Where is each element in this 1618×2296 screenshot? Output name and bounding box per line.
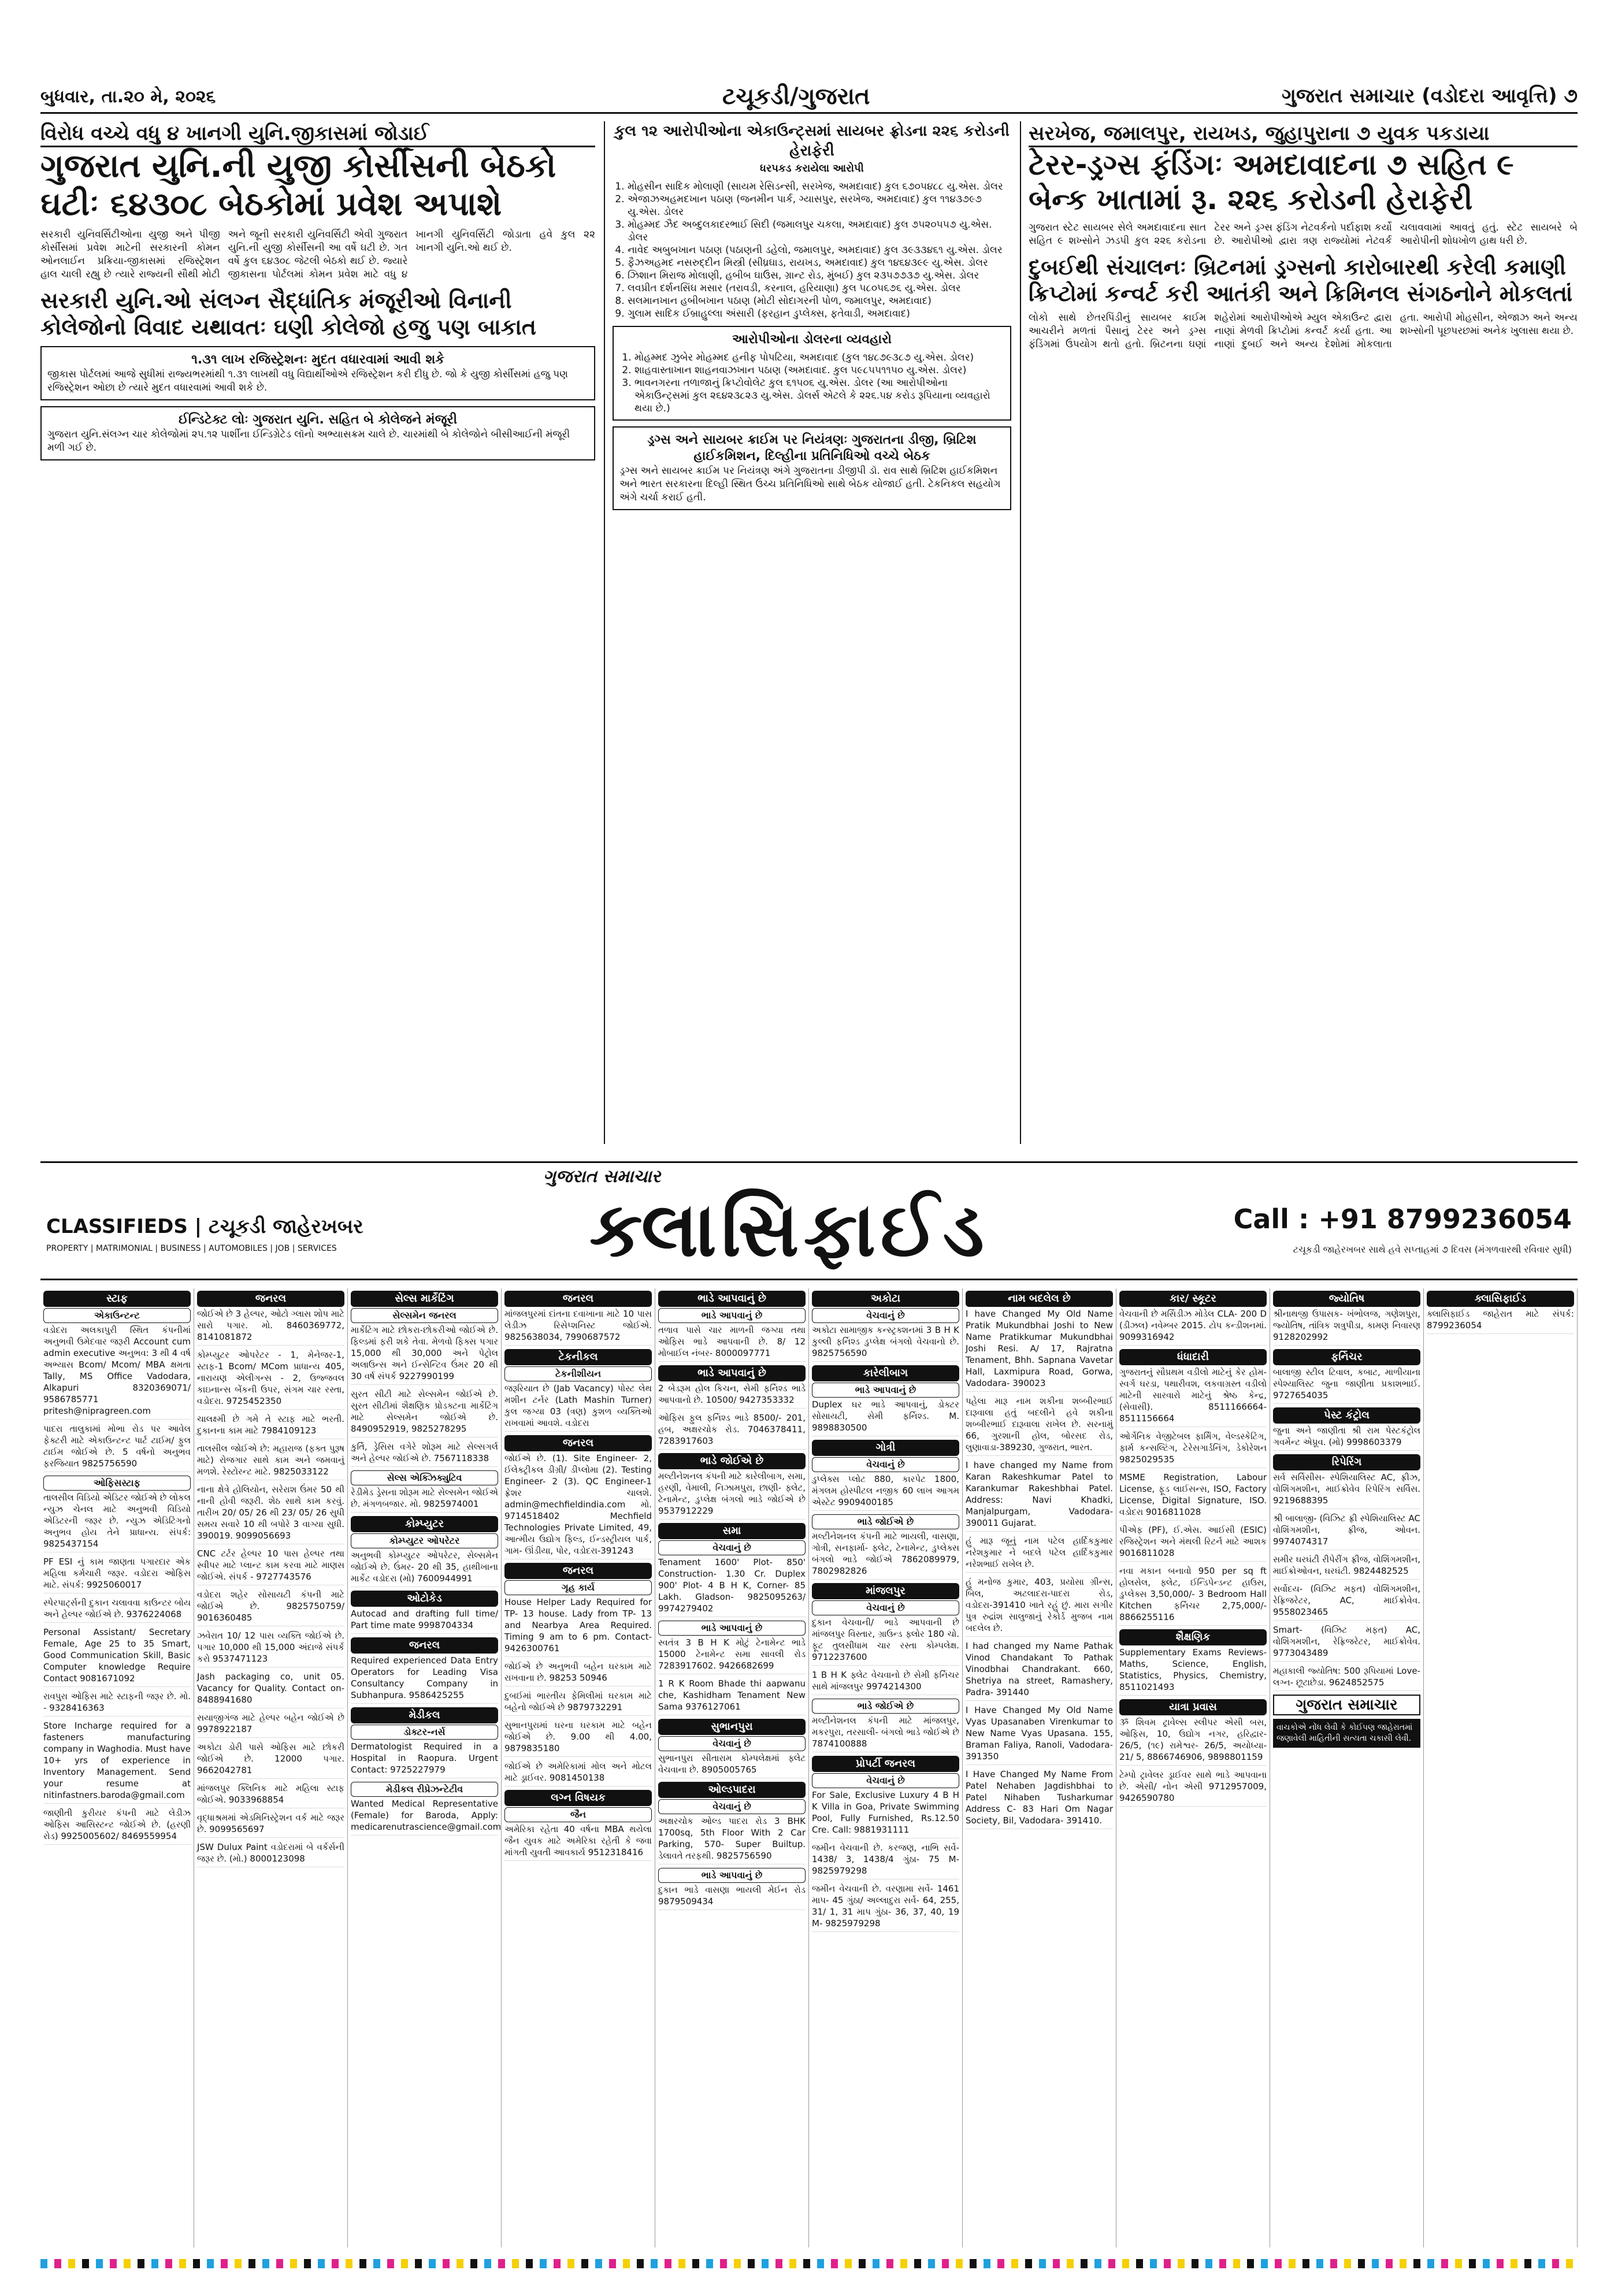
subcategory-header: વેચવાનું છે xyxy=(658,1540,806,1555)
category-header: ભાડે આપવાનું છે xyxy=(658,1291,806,1307)
category-header: રિપેરિંગ xyxy=(1273,1454,1420,1470)
classified-ad: સયાજીગંજ માટે હેલ્પર બહેન જોઈએ છે 9978922187 xyxy=(197,1712,344,1738)
page-number: ૭ xyxy=(1564,84,1578,107)
category-header: ફર્નિચર xyxy=(1273,1349,1420,1365)
meeting-box xyxy=(613,426,1011,510)
category-header: જ્યોતિષ xyxy=(1273,1291,1420,1307)
classified-ad: 2 બેડરૂમ હોલ કિચન, સેમી ફર્નિશ્ડ ભાડે આપવાનો છે. 10500/ 9427353332 xyxy=(658,1383,806,1409)
classified-column xyxy=(1116,1288,1270,2247)
story3-headline: ટેરર-ડ્રગ્સ ફંડિંગઃ અમદાવાદના ૭ સહિત ૯ બેન્ક ખાતામાં રૂ. ૨૨૬ કરોડની હેરાફેરી xyxy=(1029,148,1514,216)
story-university xyxy=(40,121,595,1144)
category-header: શૈક્ષણિક xyxy=(1119,1629,1267,1645)
classified-ad: Autocad and drafting full time/ Part time mate 9998704334 xyxy=(351,1608,498,1634)
classified-ad: Jash packaging co, unit 05. Vacancy for Quality. Contact on- 8488941680 xyxy=(197,1671,344,1708)
subcategory-header: ભાડે આપવાનું છે xyxy=(658,1621,806,1636)
box-title: આરોપીઓના ડોલરના વ્યવહારો xyxy=(732,332,892,347)
classified-ad: સ્વતંત્ર 3 B H K મોટું ટેનામેન્ટ ભાડે 15000 ટેનામેન્ટ સમા સાવલી રોડ 7283917602. 9426682699 xyxy=(658,1637,806,1674)
classified-ad: સર્વ સર્વિસીસ- સ્પેશિયાલિસ્ટ AC, ફ્રીઝ, વોશિંગમશીન, માઈક્રોવેવ રિપેરિંગ સર્વિસ. 9219688395 xyxy=(1273,1472,1420,1509)
subcategory-header: ડોક્ટર-નર્સ xyxy=(351,1725,498,1740)
classified-ad: બાલાજી સ્ટીલ ટિવાલ, કબાટ, માળીયાના સ્પેશ્યાલિસ્ટ જુના જાણીતા પ્રકાશભાઈ. 9727654035 xyxy=(1273,1366,1420,1404)
classified-ad: તાલસીલ જોઈએ છે: મહારાજ (ફક્ત પુરૂષ માટે) રોજગાર સાથે કામ અને જમવાનું મળશે. રેસ્ટોરન્ટ માટે. 9825033122 xyxy=(197,1443,344,1480)
classified-ad: ટેમ્પો ટ્રાવેલર ડ્રાઈવર સાથે ભાડે આપવાના છે. એસી/ નોન એસી 9712957009, 9426590780 xyxy=(1119,1769,1267,1807)
classified-ad: મલ્ટીનેશનલ કંપની માટે કારેલીબાગ, સમા, હરણી, વેમાલી, નિઝામપુરા, છાણી- ફ્લેટ, ટેનામેન્ટ, ડુપ્લેક્ષ બંગલો ભાડે જોઈએ છે 9537912229 xyxy=(658,1470,806,1519)
classified-column xyxy=(809,1288,963,2247)
classified-ad: ઝવેરાત 10/ 12 પાસ વ્યક્તિ જોઈએ છે. પગાર 10,000 થી 15,000 અંદાજે સંપર્ક કરો 9537471123 xyxy=(197,1630,344,1667)
category-header: સુભાનપુરા xyxy=(658,1719,806,1735)
classified-ad: ઓફિસ ફુલ ફર્નિશ્ડ ભાડે 8500/- 201, હબ, અક્ષરચોક રોડ. 7046378411, 7283917603 xyxy=(658,1412,806,1450)
subcategory-header: વેચવાનું છે xyxy=(812,1773,959,1788)
category-header: ભાડે જોઈએ છે xyxy=(658,1453,806,1469)
classified-ad: JSW Dulux Paint વડોદરામાં બે વર્કર્સની જરૂર છે. (મો.) 8000123098 xyxy=(197,1841,344,1867)
accused-item: 8. સલમાનખાન હબીબખાન પઠાણ (મોટી સોદાગરની પોળ, જમાલપુર, અમદાવાદ) xyxy=(628,295,1011,307)
classified-ad: માંજલપુર ક્લિનિક માટે મહિલા સ્ટાફ જોઈએ. 9033968854 xyxy=(197,1782,344,1808)
classified-ad: મલ્ટીનેશનલ કંપની માટે ભાયલી, વાસણા, ગોત્રી, સનફાર્મા- ફ્લેટ, ટેનામેન્ટ, ડુપ્લેક્સ બંગલો ભાડે જોઈએ 7862089979, 7802982826 xyxy=(812,1530,959,1580)
classified-ad: Wanted Medical Representative (Female) for Baroda, Apply: medicarenutrascience@gmail.com xyxy=(351,1798,498,1836)
edition-name: (વડોદરા આવૃત્તિ) xyxy=(1422,84,1557,107)
subcategory-header: વેચવાનું છે xyxy=(658,1736,806,1751)
category-header: કાર/ સ્કૂટર xyxy=(1119,1291,1267,1307)
paper-name: ગુજરાત સમાચાર xyxy=(1282,84,1415,107)
classifieds-categories: PROPERTY | MATRIMONIAL | BUSINESS | AUTOMOBILES | JOB | SERVICES xyxy=(46,1244,337,1253)
category-header: સ્ટાફ xyxy=(43,1291,191,1307)
classified-ad: નવા મકાન બનાવો 950 per sq ft હોલસેલ, ફ્લેટ, ઈન્ડિપેન્ડન્ટ હાઉસ, ડુપ્લેક્સ 3,50,000/- 3 Bedroom Hall Kitchen ફર્નિચર 2,75,000/- 8866255116 xyxy=(1119,1565,1267,1626)
paper-edition xyxy=(1282,84,1578,107)
category-header: યાત્રા પ્રવાસ xyxy=(1119,1699,1267,1715)
classified-ad: ૐ શિવમ ટ્રાવેલ્સ સ્લીપર એસી બસ, ઓફિસ, 10, ઉદ્યોગ નગર, હરિદ્વાર- 26/5, (૧૯) રામેશ્વર- 26/5, અયોધ્યા- 21/ 5, 8866746906, 9898801159 xyxy=(1119,1717,1267,1766)
stamp-text: ગુજરાત સમાચાર xyxy=(1296,1696,1398,1714)
classified-ad: દુબઈમાં ભારતીય ફેમિલીમાં ઘરકામ માટે બહેનો જોઈએ છે 9879732291 xyxy=(504,1690,652,1716)
classified-column xyxy=(348,1288,502,2247)
subcategory-header: ભાડે જોઈએ છે xyxy=(812,1514,959,1529)
classified-ad: Supplementary Exams Reviews- Maths, Science, English, Statistics, Physics, Chemistry, 8511021493 xyxy=(1119,1647,1267,1696)
classified-ad: જમીન વેચવાની છે. વરણામા સર્વે- 1461 માપ- 45 ગુંઠા/ અલ્લાદુરા સર્વે- 64, 255, 31/ 1, 31 માપ ગુંઠા- 36, 37, 40, 19 M- 9825979298 xyxy=(812,1883,959,1932)
accused-item: 3. મોહમ્મદ ઝૈદ અબ્દુલકાદરભાઈ સિદી (જમાલપુર ચકલા, અમદાવાદ) કુલ ૭૫૨૦૫૫૭ યુ.એસ. ડોલર xyxy=(628,218,1011,244)
classified-ad: તાલસીલ વિડિયો એડિટર જોઈએ છે લોકલ ન્યુઝ ચેનલ માટે અનુભવી વિડિયો એડિટરની જરૂર છે. ન્યુઝ એડિટિંગનો અનુભવ હોય તેને પ્રાધાન્ય. સંપર્ક: 9825437154 xyxy=(43,1492,191,1552)
transaction-item: 3. ભાવનગરના તળાજાનું ક્રિપ્ટોવોલેટ કુલ ૬૧૫૦૬ યુ.એસ. ડોલર (આ આરોપીઓના એકાઉન્ટ્સમાં કુલ ૨૬૪૨૩૮૨૩ યુ.એસ. ડોલર્સ એટલે કે ૨૨૬.૫૪ કરોડ રૂપિયાના વ્યવહારો થયા છે.) xyxy=(634,377,1004,415)
classified-ad: ચાલક્ષ્મી છે ગમે તે સ્ટાફ માટે ભરતી. દુકાનના કામ માટે 7984109123 xyxy=(197,1413,344,1439)
classified-ad: જરૂરિયાત છે (Jab Vacancy) પોસ્ટ લેથ મશીન ટર્નર (Lath Mashin Turner) કુલ જગ્યા 03 (ત્રણ) કુશળ વ્યક્તિઓ રાખવામાં આવશે. વડોદરા xyxy=(504,1383,652,1432)
accused-item: 7. લવપ્રીત દર્શનસિંઘ મસાર (તરાવડી, કરનાલ, હરિયાણા) કુલ ૫૮૦૫૬૭૬ યુ.એસ. ડોલર xyxy=(628,282,1011,295)
accused-item: 9. ગુલામ સાદિક ઈબ્રાહુલ્લા અંસારી (ફરહાન ડુપ્લેક્સ, ફતેવાડી, અમદાવાદ) xyxy=(628,307,1011,320)
classified-ad: જોઈએ છે 3 હેલ્પર, ઓટો ગ્લાસ શોપ માટે સારો પગાર. મો. 8460369772, 8141081872 xyxy=(197,1308,344,1346)
box-title: ૧.૩૧ લાખ રજિસ્ટ્રેશનઃ મુદત વધારવામાં આવી શકે xyxy=(191,352,444,367)
category-header: કારેલીબાગ xyxy=(812,1365,959,1381)
page-header xyxy=(40,83,1578,114)
subcategory-header: સેલ્સ એક્ઝિક્યુટિવ xyxy=(351,1470,498,1485)
classified-ad: જમીન વેચવાની છે. કરજણ, નાભિ સર્વે- 1438/ 3, 1438/4 ગુંઠા- 75 M- 9825979298 xyxy=(812,1842,959,1879)
story3-body1: ગુજરાત સ્ટેટ સાયબર સેલે અમદાવાદના સાત સહિત ૯ શખ્સોને ઝડપી કુલ ૨૨૬ કરોડના ટેરર અને ડ્રગ્સ ફંડિંગ નેટવર્કનો પર્દાફાશ કર્યો છે. આરોપીઓ દ્વારા ત્રણ રાજ્યોમાં નેટવર્ક ચલાવવામાં આવતું હતું. સ્ટેટ સાયબરે બે આરોપીની શોધખોળ હાથ ધરી છે. xyxy=(1029,222,1578,247)
classified-ad: શ્રીનાથજી ઉપાસક- ખંભોલજ, ગણેશપુરા, જ્યોતિષ, તાંત્રિક શત્રુપીડા, કામણ નિવારણ 9128202992 xyxy=(1273,1308,1420,1346)
accused-item: 5. ફૈઝઅહમદ નસરુદ્દીન મિસ્ત્રી (સીધ્રઘાડ, રાયખડ, અમદાવાદ) કુલ ૧૪૬૪૩૯૯ યુ.એસ. ડોલર xyxy=(628,257,1011,269)
classified-ad: ક્લાસિફાઈડ જાહેરાત માટે સંપર્ક: 8799236054 xyxy=(1427,1308,1574,1334)
classified-ad: હું મનોજ કુમાર, 403, પ્રયોસા ગ્રીન્સ, બિલ, અટલાદરા-પાદરા રોડ, વડોદરા-391410 ખાતે રહું છું. મારા સગીર પુત્ર રુદ્રાંશ સાલુજાનું રેકોર્ડ મુજબ નામ બદલેલ છે. xyxy=(966,1576,1113,1637)
column-divider xyxy=(604,121,605,1144)
accused-item: 4. નાવેદ અબુબખાન પઠાણ (પઠાણની ડહેલો, જમાલપુર, અમદાવાદ) કુલ ૩૯૩૩૪૬૧ યુ.એસ. ડોલર xyxy=(628,244,1011,257)
subcategory-header: વેચવાનું છે xyxy=(812,1308,959,1323)
classified-ad: PF ESI નું કામ જાણતા પગારદાર એક મહિલા કર્મચારી જરૂર. વડોદરા ઓફિસ માટે. સંપર્ક: 9925060017 xyxy=(43,1556,191,1593)
issue-date: બુધવાર, તા.૨૦ મે, ૨૦૨૬ xyxy=(40,87,216,107)
classified-column xyxy=(655,1288,809,2247)
story3-body2: લોકો સાથે છેતરપિંડીનું સાયબર ક્રાઈમ આચરીને મળતાં પૈસાનું ટેરર અને ડ્રગ્સ ફંડિંગમાં ઉપયોગ થતો હતો. બ્રિટનના ઘણાં શહેરોમાં આરોપીઓએ મ્યુલ એકાઉન્ટ દ્વારા નાણાં મેળવી ક્રિપ્ટોમાં કન્વર્ટ કર્યા હતા. આ નાણાં દુબઈ અને અન્ય દેશોમાં મોકલાતા હતા. આરોપી મોહસીન, એજાઝ અને અન્ય શખ્સોની પૂછપરછમાં અનેક ખુલાસા થયા છે. xyxy=(1029,312,1578,350)
accused-item: 1. મોહસીન સાદિક મોલાણી (સાયમ રેસિડન્સી, સરખેજ, અમદાવાદ) કુલ ૬૭૦૫૪૮૮ યુ.એસ. ડોલર xyxy=(628,180,1011,193)
classified-ad: Personal Assistant/ Secretary Female, Age 25 to 35 Smart, Good Communication Skill, Basic Computer knowledge Require Contact 9081671092 xyxy=(43,1626,191,1687)
classified-ad: જોઈએ છે અનુભવી બહેન ઘરકામ માટે રાખવાના છે. 98253 50946 xyxy=(504,1660,652,1686)
classified-ad: For Sale, Exclusive Luxury 4 B H K Villa in Goa, Private Swimming Pool, Fully Furnished, Rs.12.50 Cre. Call: 9881931111 xyxy=(812,1789,959,1838)
accused-item: 6. ઝિશાન મિરાજ મોલાણી, હબીબ ઘાઉસ, ગ્રાન્ટ રોડ, મુંબઈ) કુલ ૨૩૫૭૭૩૭ યુ.એસ. ડોલર xyxy=(628,269,1011,282)
classified-ad: પહેલા મારૂ નામ શકીના શબ્બીરભાઈ દારૂવાલા હતું બદલીને હવે શકીના શબ્બીરભાઈ દારૂવાલા રાખેલ છે. સરનામું 66, ગુરશાની હોલ, બોરસદ રોડ, લુણાવાડા-389230, ગુજરાત, ભારત. xyxy=(966,1395,1113,1456)
category-header: અકોટા xyxy=(812,1291,959,1307)
classified-ad: Duplex ઘર ભાડે આપવાનું, ડોક્ટર સોસાયટી, સેમી ફર્નિશ્ડ. M. 9898830500 xyxy=(812,1399,959,1436)
category-header: મેડીકલ xyxy=(351,1707,498,1723)
classified-ad: Required experienced Data Entry Operators for Leading Visa Consultancy Company in Subhanpura. 9586425255 xyxy=(351,1655,498,1704)
dollar-transactions-box xyxy=(613,326,1011,421)
transaction-list xyxy=(619,351,1004,415)
classified-ad: MSME Registration, Labour License, ફૂડ લાઈસન્સ, ISO, Factory License, Digital Signature, ISO. વડોદરા 9016811028 xyxy=(1119,1472,1267,1521)
section-title: ટચૂકડી/ગુજરાત xyxy=(722,83,870,110)
classified-ad: ગુજરાતનું સૌપ્રથમ વડીલો માટેનું કેર હોમ- સ્વર્ગ ઘરડા, પથારીવશ, લકવાગ્રસ્ત વડીલો માટેની સારવારો માટેનું શ્રેષ્ઠ કેન્દ્ર, (સેવાસી). 8511166664- 8511156664 xyxy=(1119,1366,1267,1427)
classified-ad: CNC ટર્ટર હેલ્પર 10 પાસ હેલ્પર તથા સ્વીપર માટે પ્લાન્ટ કામ કરવા માટે માણસ જોઈએ. સંપર્ક - 9727743576 xyxy=(197,1548,344,1585)
story1-box-law xyxy=(40,406,595,460)
classified-ad: સુરત સીટી માટે સેલ્સમેન જોઈએ છે. સુરત સીટીમાં શૈક્ષણિક પ્રોડક્ટના માર્કેટિંગ માટે સેલ્સમેન જોઈએ છે. 8490952919, 9825278295 xyxy=(351,1388,498,1437)
category-header: જનરલ xyxy=(351,1637,498,1654)
subcategory-header: ભાડે આપવાનું છે xyxy=(658,1308,806,1323)
classified-ad: જાણીતી કુરીયર કંપની માટે લેડીઝ ઓફિસ આસિસ્ટન્ટ જોઈએ છે. (હરણી રોડ) 9925005602/ 8469559954 xyxy=(43,1807,191,1845)
classified-ad: 1 B H K ફ્લેટ વેચવાનો છે સેમી ફર્નિચર સાથે માંજલપુર 9974214300 xyxy=(812,1669,959,1695)
classifieds-masthead xyxy=(40,1161,1578,1280)
classified-ad: Smart- (વિઝિટ મફત) AC, વોશિંગમશીન, રેફ્રિજરેટર, માઈક્રોવેવ. 9773043489 xyxy=(1273,1624,1420,1662)
classified-ad: વેચવાની છે મર્સિડીઝ મોડેલ CLA- 200 D (ડીઝલ) નવેમ્બર 2015. ટોપ કન્ડીશનમાં. 9099316942 xyxy=(1119,1308,1267,1346)
classified-ad: Tenament 1600' Plot- 850' Construction- 1.30 Cr. Duplex 900' Plot- 4 B H K, Corner- 85 Lakh. Gladson- 9825095263/ 9974279402 xyxy=(658,1556,806,1617)
category-header: કોમ્પ્યુટર xyxy=(351,1516,498,1532)
classified-ad: પાદરા તાલુકામાં મોભા રોડ પર આવેલ ફેક્ટરી માટે એકાઉન્ટન્ટ પાર્ટ ટાઈમ/ ફુલ ટાઈમ જોઈએ છે. 5 વર્ષનો અનુભવ ફરજિયાત 9825756590 xyxy=(43,1423,191,1472)
classified-ad: માર્કેટિંગ માટે છોકરા-છોકરીઓ જોઈએ છે. ફિલ્ડમાં ફરી શકે તેવા. મેળવો ફિક્સ પગાર 15,000 થી 30,000 અને પેટ્રોલ અલાઉન્સ અને ઈન્સેન્ટિવ ઉંમર 20 થી 30 વર્ષ સંપર્ક 9227990199 xyxy=(351,1324,498,1385)
column-divider xyxy=(1020,121,1021,1144)
subcategory-header: સેલ્સમેન જનરલ xyxy=(351,1308,498,1323)
category-header: સમા xyxy=(658,1523,806,1539)
story1-subhead: સરકારી યુનિ.ઓ સંલગ્ન સૈદ્ધાંતિક મંજૂરીઓ વિનાની કોલેજોનો વિવાદ યથાવતઃ ઘણી કોલેજો હજુ પણ બાકાત xyxy=(40,288,537,340)
story-accused-list xyxy=(613,121,1011,1144)
classified-ad: I Have Changed My Name From Patel Nehaben Jagdishbhai to Patel Nihaben Tusharkumar Address C- 83 Hari Om Nagar Society, Bil, Vadodara- 391410. xyxy=(966,1769,1113,1829)
subcategory-header: એકાઉન્ટન્ટ xyxy=(43,1308,191,1323)
subcategory-header: જૈન xyxy=(504,1807,652,1822)
category-header: જનરલ xyxy=(504,1291,652,1307)
classified-ad: મલ્ટીનેશનલ કંપની માટે માંજલપુર, મકરપુરા, તરસાલી- બંગલો ભાડે જોઈએ છે 7874100888 xyxy=(812,1715,959,1752)
classified-ad: વડોદરા અલકાપુરી સ્થિત કંપનીમાં અનુભવી ઉમેદવાર જરૂરી Account cum admin executive અનુભવ: 3 થી 4 વર્ષ અભ્યાસ Bcom/ Mcom/ MBA ક્ષમતા Tally, MS Office Vadodara, Alkapuri 8320369071/ 9586785771 pritesh@nipragreen.com xyxy=(43,1324,191,1420)
story-terror-funding xyxy=(1029,121,1578,1144)
classified-ad: સ્પેરપાર્ટ્સની દુકાન ચલાવવા કાઉન્ટર બોય અને હેલ્પર જોઈએ છે. 9376224068 xyxy=(43,1597,191,1623)
classified-ad: ઓર્ગેનિક વેજીટેબલ ફાર્મિંગ, વેલ્ડસ્કેટિંગ, ફાર્મ કન્સલ્ટિંગ, ટેરેસગાર્ડનિંગ, ડેકોરેશન 9825029535 xyxy=(1119,1431,1267,1468)
classified-ad: સમીર ઘરઘંટી રીપેરીંગ ફ્રીજ, વોશિંગમશીન, માઈક્રોઓવન, ઘરઘંટી. 9824482525 xyxy=(1273,1554,1420,1580)
classified-ad: પીએફ (PF), ઈ.એસ. આઈસી (ESIC) રજિસ્ટ્રેશન અને મંથલી રિટર્ન માટે આશક 9016811028 xyxy=(1119,1524,1267,1562)
reader-notice: વાચકોએ નોંધ લેવી કે કોઈપણ જાહેરાતમાં જણાવેલી માહિતીની સત્યતા ચકાસી લેવી. xyxy=(1273,1719,1420,1748)
category-header: જનરલ xyxy=(504,1563,652,1579)
story1-kicker: વિરોધ વચ્ચે વધુ ૪ ખાનગી યુનિ.જીકાસમાં જોડાઈ xyxy=(40,121,595,147)
classified-ad: મહાકાલી જ્યોતિષ: 500 રૂપિયામાં Love- લગ્ન- છૂટાછેડા. 9624852575 xyxy=(1273,1665,1420,1691)
story3-subhead: દુબઈથી સંચાલનઃ બ્રિટનમાં ડ્રગ્સનો કારોબારથી કરેલી કમાણી ક્રિપ્ટોમાં કન્વર્ટ કરી આતંકી અને ક્રિમિનલ સંગઠનોને મોકલતાં xyxy=(1029,254,1573,306)
classified-ad: ડુપ્લેક્સ પ્લોટ 880, કારપેટ 1800, મંગલમ હોસ્પીટલ નજીક 60 લાખ આગમ એસ્ટેટ 9909400185 xyxy=(812,1473,959,1511)
color-registration-dots xyxy=(40,2259,1578,2268)
category-header: પેસ્ટ કંટ્રોલ xyxy=(1273,1407,1420,1424)
classified-ad: સુભાનપુરા સીતારામ કોમ્પલેક્ષમાં ફ્લેટ વેચવાના છે. 8905005765 xyxy=(658,1752,806,1778)
classified-ad: Store Incharge required for a fasteners manufacturing company in Waghodia. Must have 10+ yrs of experience in Inventory Management. Send your resume at nitinfastners.baroda@gmail.com xyxy=(43,1720,191,1804)
category-header: ઓલ્ડપાદરા xyxy=(658,1782,806,1798)
category-header: માંજલપુર xyxy=(812,1583,959,1599)
subcategory-header: ભાડે જોઈએ છે xyxy=(812,1699,959,1714)
classified-ad: House Helper Lady Required for TP- 13 house. Lady from TP- 13 and Nearbya Area Required. Timing 9 am to 6 pm. Contact- 9426300761 xyxy=(504,1596,652,1657)
subcategory-header: વેચવાનું છે xyxy=(812,1600,959,1615)
story1-body: સરકારી યુનિવર્સિટીઓના યુજી અને પીજી કોર્સીસમાં પ્રવેશ માટેની સરકારની કોમન ઓનલાઈન પ્રક્રિયા-જીકાસમાં રજિસ્ટ્રેશન હાલ ચાલી રહ્યુ છે ત્યારે રાજ્યની સૌથી મોટી અને જૂની સરકારી યુનિવર્સિટી એવી ગુજરાત યુનિ.ની યુજી કોર્સીસની આ વર્ષે ઘટી છે. ગત વર્ષે કુલ ૬૪૩૦૮ જેટલી બેઠકો થઈ છે. જ્યારે જીકાસના પોર્ટલમાં કોમન પ્રવેશ માટે વધુ ૪ ખાનગી યુનિવર્સિટી જોડાતા હવે કુલ ૨૨ ખાનગી યુનિ.ઓ થઈ છે. xyxy=(40,229,595,280)
box-body: જીકાસ પોર્ટલમાં આજે સુધીમાં રાજ્યભરમાંથી ૧.૩૧ લાખથી વધુ વિદ્યાર્થીઓએ રજિસ્ટ્રેશન કરી દીધુ છે. જો કે યુજી કોર્સીસમાં હજુ પણ રજિસ્ટ્રેશન ઓછા છે ત્યારે મુદત વધારવામાં આવી શકે છે. xyxy=(47,369,568,393)
paper-stamp xyxy=(1273,1695,1420,1715)
classified-columns xyxy=(40,1288,1578,2247)
box-title: ઈન્ડિટેક્ટ લોઃ ગુજરાત યુનિ. સહિત બે કોલેજને મંજૂરી xyxy=(178,413,458,427)
classified-ad: અકોટા સામાજીક કન્સ્ટ્રક્શનમાં 3 B H K કુલ્લી ફર્નિશ્ડ ડુપ્લેક્ષ બંગલો વેચવાનો છે. 9825756590 xyxy=(812,1324,959,1362)
subcategory-header: ટેકનીશીયન xyxy=(504,1366,652,1381)
classified-ad: રેડીમેડ ડ્રેસના શોરૂમ માટે સેલ્સમેન જોઈએ છે. મંગળબજાર. મો. 9825974001 xyxy=(351,1487,498,1513)
classified-ad: સુભાનપુરામાં ઘરના ઘરકામ માટે બહેન જોઈએ છે. 9.00 થી 4.00, 9879835180 xyxy=(504,1719,652,1757)
box-body: ગુજરાત યુનિ.સંલગ્ન ચાર કોલેજોમાં ૨૫.૧૨ પાર્શીના ઈન્ડિગ્રેટેડ લૉનો અભ્યાસક્રમ ચાલે છે. ચારમાંથી બે કોલેજોને બીસીઆઈની મંજૂરી મળી ગઈ છે. xyxy=(47,429,570,454)
classified-ad: શ્રી બાલાજી- (વિઝિટ ફ્રી સ્પેશિયાલિસ્ટ AC વોશિંગમશીન, ફ્રીજ, ઓવન. 9974074317 xyxy=(1273,1513,1420,1550)
classified-ad: સર્વોદય- (વિઝિટ મફત) વોશિંગમશીન, રેફ્રિજરેટર, AC, માઈક્રોવેવ. 9558023465 xyxy=(1273,1583,1420,1621)
category-header: ટેકનીકલ xyxy=(504,1349,652,1365)
subcategory-header: વેચવાનું છે xyxy=(812,1457,959,1472)
category-header: પ્રોપર્ટી જનરલ xyxy=(812,1756,959,1772)
classified-ad: તળાવ પાસે ચાર માળની જગ્યા તથા ઓફિસ ભાડે આપવાની છે. 8/ 12 મોબાઈલ નંબર- 8000097771 xyxy=(658,1324,806,1362)
classifieds-label: CLASSIFIEDS | ટચૂકડી જાહેરખબર xyxy=(46,1215,363,1238)
news-section xyxy=(40,121,1578,1144)
subcategory-header: ભાડે આપવાનું છે xyxy=(658,1868,806,1883)
print-registration-strip xyxy=(40,2253,1578,2276)
classified-ad: હું મારૂ જૂનું નામ પટેલ હાર્દિકકુમાર નરેશકુમાર ને બદલે પટેલ હાર્દિકકુમાર નરેશભાઈ રાખેલ છે. xyxy=(966,1535,1113,1573)
classifieds-title: ક્લાસિફાઈડ xyxy=(589,1186,989,1273)
classified-ad: કોમ્પ્યુટર ઓપરેટર - 1, મેનેજર-1, સ્ટાફ-1 Bcom/ MCom પ્રાધાન્ય 405, નારાયણ એલીગન્સ - 2, ઉજ્જવલ કાઇનાન્સ બેંકની ઉપર, સંગમ ચાર રસ્તા, વડોદરા. 9725452350 xyxy=(197,1349,344,1410)
classified-ad: અકોટા ડોરી પાસે ઓફિસ માટે છોકરી જોઈએ છે. 12000 પગાર. 9662042781 xyxy=(197,1741,344,1779)
classified-ad: અક્ષરચોક ઓલ્ડ પાદરા રોડ 3 BHK 1700sq, 5th Floor With 2 Car Parking, 570- Super Builtup. ડેલાવતે તરફથી. 9825756590 xyxy=(658,1815,806,1864)
category-header: ગોત્રી xyxy=(812,1440,959,1456)
subcategory-header: કોમ્પ્યુટર ઓપરેટર xyxy=(351,1533,498,1548)
box-body: ડ્રગ્સ અને સાયબર ક્રાઈમ પર નિયંત્રણ અંગે ગુજરાતના ડીજીપી ડૉ. રાવ સાથે બ્રિટિશ હાઈકમિશન અને ભારત સરકારના દિલ્હી સ્થિત ઉચ્ચ પ્રતિનિધિઓ સાથે બેઠક યોજાઈ હતી. ટેકનિકલ સહયોગ અંગે ચર્ચા કરાઈ હતી. xyxy=(619,465,1001,503)
subcategory-header: ગૃહ કાર્ય xyxy=(504,1580,652,1595)
story1-headline: ગુજરાત યુનિ.ની યુજી કોર્સીસની બેઠકો ઘટીઃ ૬૪૩૦૮ બેઠકોમાં પ્રવેશ અપાશે xyxy=(40,147,556,223)
story1-box-registration xyxy=(40,346,595,400)
classified-ad: I had changed my Name Pathak Vinod Chandakant To Pathak Vinodbhai Chandrakant. 660, Shetriya na street, Ramashery, Padra- 391440 xyxy=(966,1640,1113,1701)
category-header: ઓટોકેડ xyxy=(351,1591,498,1607)
subcategory-header: ભાડે આપવાનું છે xyxy=(812,1383,959,1398)
classified-column xyxy=(1270,1288,1424,2247)
story2-sub: ધરપકડ કરાયેલા આરોપી xyxy=(760,162,864,174)
classified-ad: જોઈએ છે અમેરિકામાં મોલ અને મોટલ માટે ડ્રાઈવર. 9081450138 xyxy=(504,1760,652,1786)
category-header: ધંધાદારી xyxy=(1119,1349,1267,1365)
classified-column xyxy=(963,1288,1116,2247)
classified-column xyxy=(194,1288,348,2247)
classified-ad: નાના ક્ષેત્રે હોલિયોન, સરેરાશ ઉંમર 50 થી નાની હોવી જરૂરી. શેઠ સાથે કામ કરવું. તારીખ 20/ 05/ 26 થી 23/ 05/ 26 સુધી સમય સવારે 10 થી બપોરે 3 વાગ્યા સુધી. 390019. 9099056693 xyxy=(197,1484,344,1544)
story3-kicker: સરખેજ, જમાલપુર, રાયખડ, જુહાપુરાના ૭ યુવક પકડાયા xyxy=(1029,121,1578,147)
classified-ad: જુના અને જાણીતા શ્રી રામ પેસ્ટકંટ્રોલ ગવર્મેન્ટ એપ્રૂવ. (મો) 9998603379 xyxy=(1273,1425,1420,1451)
category-header: જનરલ xyxy=(197,1291,344,1307)
classified-ad: વડોદરા શહેર સોસાયટી કંપની માટે જોઈએ છે. 9825750759/ 9016360485 xyxy=(197,1589,344,1626)
subcategory-header: વેચવાનું છે xyxy=(658,1799,806,1814)
accused-item: 2. એજાઝઅહમદખાન પઠાણ (જનમીન પાર્ક, ગ્યાસપુર, સરખેજ, અમદાવાદ) કુલ ૧૧૪૩૭૯૭ યુ.એસ. ડોલર xyxy=(628,193,1011,218)
category-header: ક્લાસિફાઈડ xyxy=(1427,1291,1574,1307)
classified-ad: વૃદ્ધાશ્રમમાં એડમિનિસ્ટ્રેશન વર્ક માટે જરૂર છે. 9099565697 xyxy=(197,1812,344,1838)
classified-column xyxy=(40,1288,194,2247)
accused-list xyxy=(613,180,1011,320)
classified-column xyxy=(1424,1288,1578,2247)
classified-ad: I have Changed My Old Name Pratik Mukundbhai Joshi to New Name Pratikkumar Mukundbhai Joshi Resi. A/ 17, Rajratna Tenament, Bhh. Sapnana Vavetar Hall, Laxmipura Road, Gorwa, Vadodara- 390023 xyxy=(966,1308,1113,1392)
classified-ad: I have changed my Name from Karan Rakeshkumar Patel to Karankumar Rakeshbhai Patel. Address: Navi Khadki, Manjalpurgam, Vadodara- 390011 Gujarat. xyxy=(966,1459,1113,1532)
classified-ad: દુકાન વેચવાની/ ભાડે આપવાની છે માંજલપુર વિસ્તાર, ગ્રાઉન્ડ ફ્લોર 180 ચો. ફૂટ તુલસીધામ ચાર રસ્તા કોમ્પલેક્ષ. 9712237600 xyxy=(812,1617,959,1666)
transaction-item: 1. મોહમ્મદ ઝુબેર મોહમ્મદ હનીફ પોપટિયા, અમદાવાદ (કુલ ૧૪૮૭૯૩૮૭ યુ.એસ. ડોલર) xyxy=(634,351,1004,364)
classified-column xyxy=(502,1288,655,2247)
classified-ad: દુકાન ભાડે વાસણા ભાયલી મેઈન રોડ 9879509434 xyxy=(658,1884,806,1910)
story2-title: કુલ ૧૨ આરોપીઓના એકાઉન્ટ્સમાં સાયબર ફ્રોડના ૨૨૬ કરોડની હેરાફેરી xyxy=(614,122,1010,159)
schedule-note: ટચૂકડી જાહેરખબર સાથે હવે સપ્તાહમાં ૭ દિવસ (મંગળવારથી રવિવાર સુધી) xyxy=(1293,1244,1572,1255)
subcategory-header: મેડીકલ રીપ્રેઝન્ટેટીવ xyxy=(351,1782,498,1797)
call-number: Call : +91 8799236054 xyxy=(1233,1203,1572,1235)
classified-ad: કુર્તિ, ડ્રેસિસ વગેરે શોરૂમ માટે સેલ્સગર્લ અને હેલ્પર જોઈએ છે. 7567118338 xyxy=(351,1441,498,1467)
category-header: ભાડે આપવાનું છે xyxy=(658,1365,806,1381)
category-header: લગ્ન વિષયક xyxy=(504,1790,652,1806)
classified-ad: Dermatologist Required in a Hospital in Raopura. Urgent Contact: 9725227979 xyxy=(351,1741,498,1778)
paper-logo: ગુજરાત સમાચાર xyxy=(543,1166,661,1187)
category-header: સેલ્સ માર્કેટિંગ xyxy=(351,1291,498,1307)
subcategory-header: ઓફિસસ્ટાફ xyxy=(43,1476,191,1491)
classified-ad: I Have Changed My Old Name Vyas Upasanaben Virenkumar to New Name Vyas Upasana. 155, Braman Faliya, Ranoli, Vadodara- 391350 xyxy=(966,1704,1113,1765)
classified-ad: જોઈએ છે. (1). Site Engineer- 2, ઈલેક્ટ્રીકલ ડીગ્રી/ ડીપ્લોમા (2). Testing Engineer- 2 (3). QC Engineer-1 ફ્રેશર ચાલશે. admin@mechfieldindia.com મો. 9714518402 Mechfield Technologies Private Limited, 49, આત્મીય ઉદ્યોગ ફિલ્ડ, ઈન્ડસ્ટ્રીયલ પાર્ક, ગામ- ઊંડીયા, પોર, વડોદરા-391243 xyxy=(504,1452,652,1559)
category-header: નામ બદલેલ છે xyxy=(966,1291,1113,1307)
classified-ad: માંજલપુરમાં દાંતના દવાખાના માટે 10 પાસ લેડીઝ રિસેપ્શનિસ્ટ જોઈએ. 9825638034, 7990687572 xyxy=(504,1308,652,1346)
classified-ad: રાવપુરા ઓફિસ માટે સ્ટાફની જરૂર છે. મો. - 9328416363 xyxy=(43,1691,191,1717)
classified-ad: અનુભવી કોમ્પ્યુટર ઓપરેટર, સેલ્સમેન જોઈએ છે. ઉંમર- 20 થી 35, હાથીખાના માર્કેટ વડોદરા (મો) 7600944991 xyxy=(351,1550,498,1587)
box-title: ડ્રગ્સ અને સાયબર ક્રાઈમ પર નિયંત્રણઃ ગુજરાતના ડીજી, બ્રિટિશ હાઈકમિશન, દિલ્હીના પ્રતિનિધિઓ વચ્ચે બેઠક xyxy=(647,433,977,463)
category-header: જનરલ xyxy=(504,1435,652,1451)
classified-ad: અમેરિકા રહેતા 40 વર્ષના MBA થયેલા જૈન યુવક માટે અમેરિકા રહેતી કે જવા માંગતી યુવતી આવકાર્ય 9512318416 xyxy=(504,1823,652,1861)
classified-ad: 1 R K Room Bhade thi aapwanu che, Kashidham Tenament New Sama 9376127061 xyxy=(658,1678,806,1715)
transaction-item: 2. શાહવાસ્તાખાન શાહનવાઝખાન પઠાણ (અમદાવાદ. કુલ ૫૯૮૫૫૧૧૫૦ યુ.એસ. ડોલર) xyxy=(634,364,1004,377)
